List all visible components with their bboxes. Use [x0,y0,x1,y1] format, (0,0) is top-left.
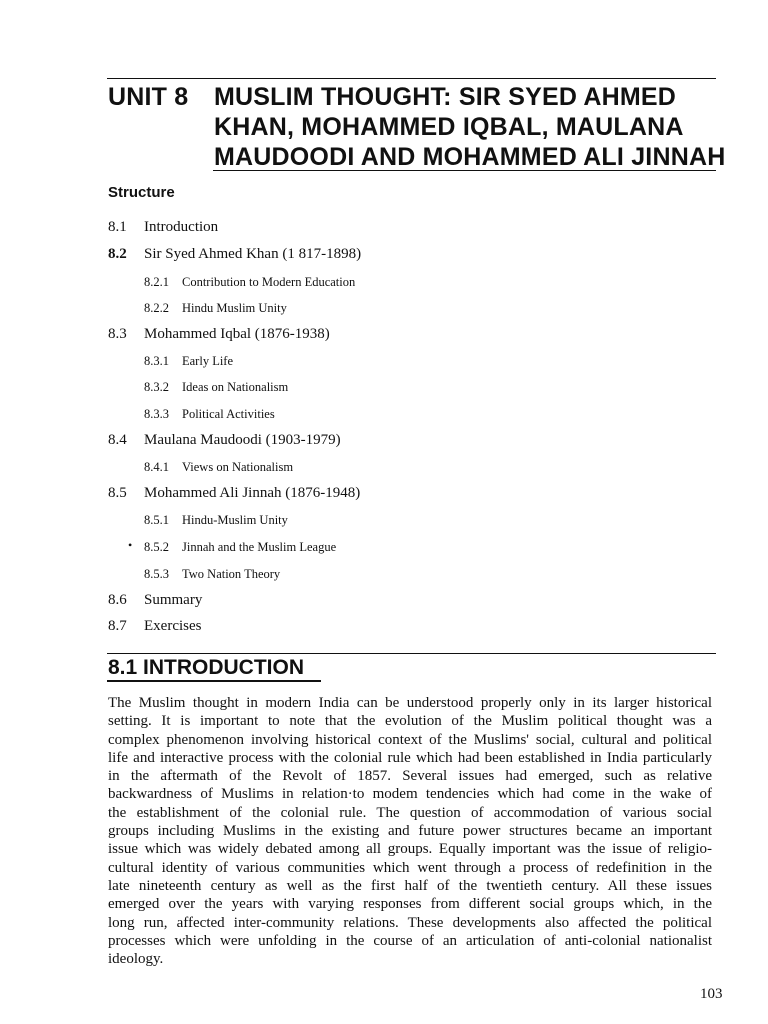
toc-item: 8.7 Exercises [108,618,202,634]
unit-title-line-3 [108,142,726,172]
toc-subitem: 8.5.2 Jinnah and the Muslim League [144,540,337,554]
toc-subitem: 8.2.1 Contribution to Modern Education [144,275,356,289]
toc-subitem: 8.3.1 Early Life [144,354,234,368]
paragraph-line: the establishment of the colonial rule. The question of accommodation of various social [108,804,712,821]
structure-heading: Structure [108,184,175,201]
section-heading-underline [107,680,321,682]
toc-subitem: 8.5.3 Two Nation Theory [144,567,281,581]
paragraph-line: issue which was widely debated among all groups. Equally important was the issue of religio- [108,841,712,858]
paragraph-line: backwardness of Muslims in relation·to modem tendencies which had come in the wake of [108,786,712,803]
unit-title-text-2: KHAN, MOHAMMED IQBAL, MAULANA [214,113,684,141]
introduction-paragraph [108,694,712,968]
toc-item: 8.4 Maulana Maudoodi (1903-1979) [108,432,341,448]
toc-item: 8.5 Mohammed Ali Jinnah (1876-1948) [108,485,361,501]
unit-label: UNIT 8 [108,83,189,111]
toc-subitem: 8.5.1 Hindu-Muslim Unity [144,513,288,527]
unit-title [108,82,726,172]
paragraph-line: The Muslim thought in modern India can be understood properly only in its larger historical [108,695,712,711]
paragraph-line: emerged over the years with varying responses from different social groups which, in the [108,896,712,913]
section-top-rule [107,653,716,654]
toc-item: 8.3 Mohammed Iqbal (1876-1938) [108,326,330,342]
toc-subitem: 8.2.2 Hindu Muslim Unity [144,301,287,315]
paragraph-line: life and interactive process with the colonial rule which had been established in India particularly [108,749,712,766]
stray-mark: • [128,538,133,552]
paragraph-line: late nineteenth century as well as the first half of the twentieth century. All these issues [108,877,712,894]
unit-title-text-3: MAUDOODI AND MOHAMMED ALI JINNAH [214,143,726,171]
toc-item: 8.1 Introduction [108,219,219,235]
paragraph-line: setting. It is important to note that the evolution of the Muslim political thought was a [108,713,712,730]
toc-subitem: 8.4.1 Views on Nationalism [144,460,294,474]
page-number: 103 [700,986,723,1002]
title-top-rule [107,78,716,79]
paragraph-line: long run, affected inter-community relations. These developments also affected the political [108,914,712,931]
paragraph-line: complex phenomenon involving historical context of the Muslims' social, cultural and political [108,731,712,748]
unit-title-line-1 [108,82,720,112]
paragraph-line: cultural identity of various communities which went through a process of redefinition in the [108,859,712,876]
paragraph-line: ideology. [108,951,164,968]
section-heading: 8.1 INTRODUCTION [108,656,305,679]
toc-item: 8.2 Sir Syed Ahmed Khan (1 817-1898) [108,246,362,262]
title-bottom-rule [213,170,716,171]
paragraph-line: in the aftermath of the Revolt of 1857. Several issues had emerged, such as relative [108,768,712,785]
toc-subitem: 8.3.2 Ideas on Nationalism [144,380,289,394]
paragraph-line: groups including Muslims in the existing and future power structures became an important [108,823,712,840]
unit-title-text-1: MUSLIM THOUGHT: SIR SYED AHMED [214,83,677,111]
paragraph-line: processes which were unfolding in the course of an articulation of anti-colonial nationalist [108,932,712,949]
unit-title-line-2 [108,112,720,142]
toc-subitem: 8.3.3 Political Activities [144,407,275,421]
toc-item: 8.6 Summary [108,592,203,608]
